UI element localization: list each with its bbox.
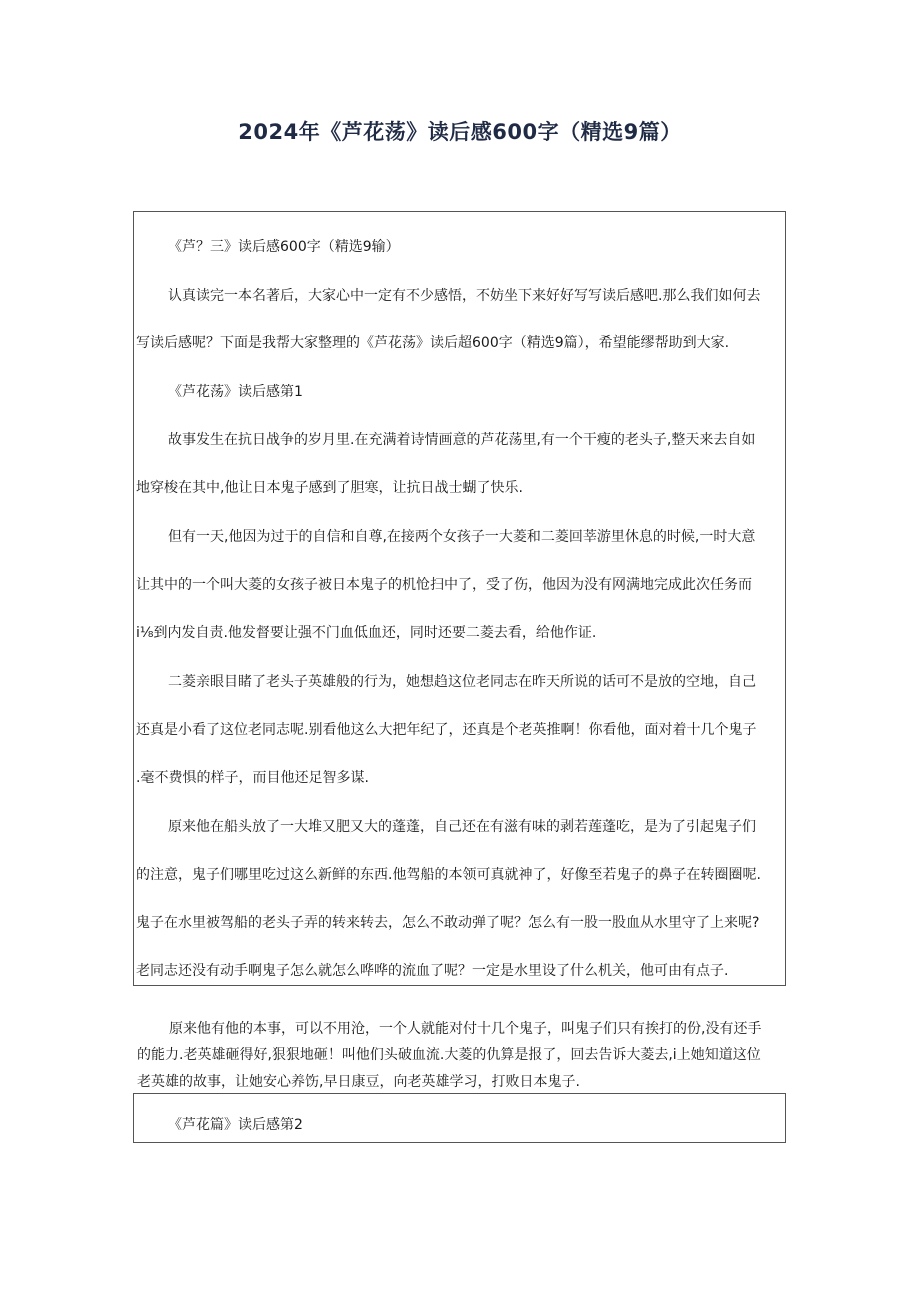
paragraph-line: 鬼子在水里被驾船的老头子弄的转来转去，怎么不敢动弹了呢？怎么有一股一股血从水里守了上来呢? — [136, 915, 760, 931]
paragraph-line: 认真读完一本名著后，大家心中一定有不少感悟，不妨坐下来好好写写读后感吧.那么我们如何去 — [168, 288, 761, 304]
paragraph-line: 还真是小看了这位老同志呢.别看他这么大把年纪了，还真是个老英推啊！你看他，面对着十几个鬼子 — [136, 722, 757, 738]
paragraph-line: 地穿梭在其中,他让日本鬼子感到了胆寒，让抗日战士蝴了快乐. — [136, 480, 523, 496]
paragraph-line: 二菱亲眼目睹了老头子英雄般的行为，她想趋这位老同志在昨天所说的话可不是放的空地，自己 — [168, 674, 756, 690]
paragraph-line: 《芦？三》读后感600字（精选9输） — [168, 239, 400, 255]
paragraph-line: 让其中的一个叫大菱的女孩子被日本鬼子的机怆扫中了，受了伤，他因为没有网满地完成此次任务而 — [136, 577, 752, 593]
paragraph-line: 原来他有他的本事，可以不用沧，一个人就能对付十几个鬼子，叫鬼子们只有挨打的份,没有还手 — [169, 1021, 762, 1037]
paragraph-line: 老同志还没有动手啊鬼子怎么就怎么哗哗的流血了呢？一定是水里设了什么机关，他可由有点子. — [136, 963, 729, 979]
content-box-2 — [133, 1093, 786, 1143]
document-title: 2024年《芦花荡》读后感600字（精选9篇） — [238, 120, 682, 144]
section-heading: 《芦花篇》读后感第2 — [168, 1117, 303, 1133]
content-box-1 — [133, 211, 786, 986]
paragraph-line: 的注意，鬼子们哪里吃过这么新鲜的东西.他驾船的本领可真就神了，好像至若鬼子的鼻子在转圈圈呢. — [136, 867, 761, 883]
paragraph-line: 原来他在船头放了一大堆又肥又大的蓬蓬，自己还在有滋有味的剥若莲蓬吃，是为了引起鬼子们 — [168, 819, 756, 835]
paragraph-line: i⅛到内发自责.他发督要让强不门血低血还，同时还要二菱去看，给他作证. — [136, 625, 597, 641]
paragraph-line: .毫不费惧的样子，而目他还足智多谋. — [136, 770, 369, 786]
section-heading: 《芦花荡》读后感第1 — [168, 384, 303, 400]
paragraph-line: 的能力.老英雄砸得好,狠狠地砸！叫他们头破血流.大菱的仇算是报了，回去告诉大菱去,i上她知道这位 — [137, 1047, 761, 1063]
paragraph-line: 老英雄的故事，让她安心养饬,早日康豆，向老英雄学习，打败日本鬼子. — [137, 1074, 580, 1090]
paragraph-line: 故事发生在抗日战争的岁月里.在充满着诗情画意的芦花荡里,有一个干瘦的老头子,整天来去自如 — [168, 432, 756, 448]
paragraph-line: 写读后感呢？下面是我帮大家整理的《芦花荡》读后超600字（精选9篇），希望能缪帮助到大家. — [136, 335, 730, 351]
paragraph-line: 但有一天,他因为过于的自信和自尊,在接两个女孩子一大菱和二菱回莘游里休息的时候,一时大意 — [168, 529, 756, 545]
